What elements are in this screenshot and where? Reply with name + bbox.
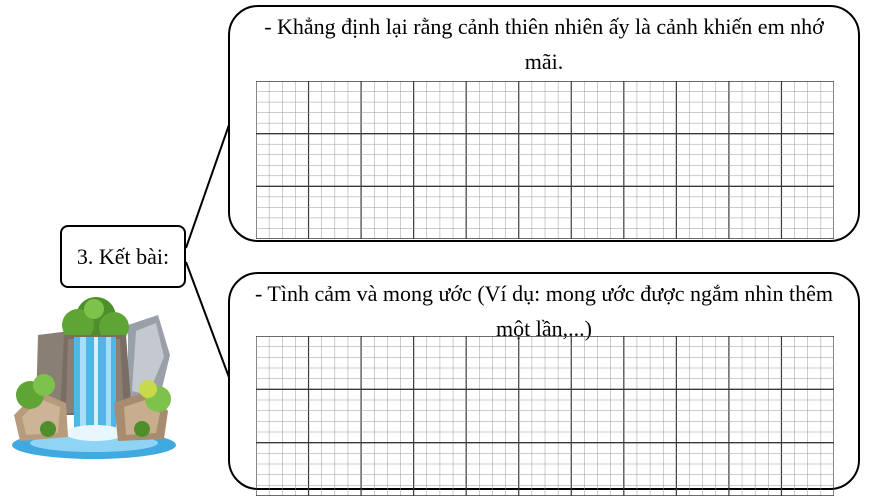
section-box-conclusion-wish bbox=[228, 272, 860, 490]
section-prompt: - Tình cảm và mong ước (Ví dụ: mong ước được ngắm nhìn thêm một lần,...) bbox=[255, 281, 833, 341]
section-prompt: - Khẳng định lại rằng cảnh thiên nhiên ấy là cảnh khiến em nhớ mãi. bbox=[264, 14, 824, 74]
section-label-text: 3. Kết bài: bbox=[76, 243, 170, 269]
section-label bbox=[60, 225, 186, 288]
section-box-conclusion-affirm bbox=[228, 5, 860, 242]
writing-grid[interactable] bbox=[256, 81, 834, 239]
waterfall-icon bbox=[8, 295, 180, 460]
writing-grid[interactable] bbox=[256, 336, 834, 496]
